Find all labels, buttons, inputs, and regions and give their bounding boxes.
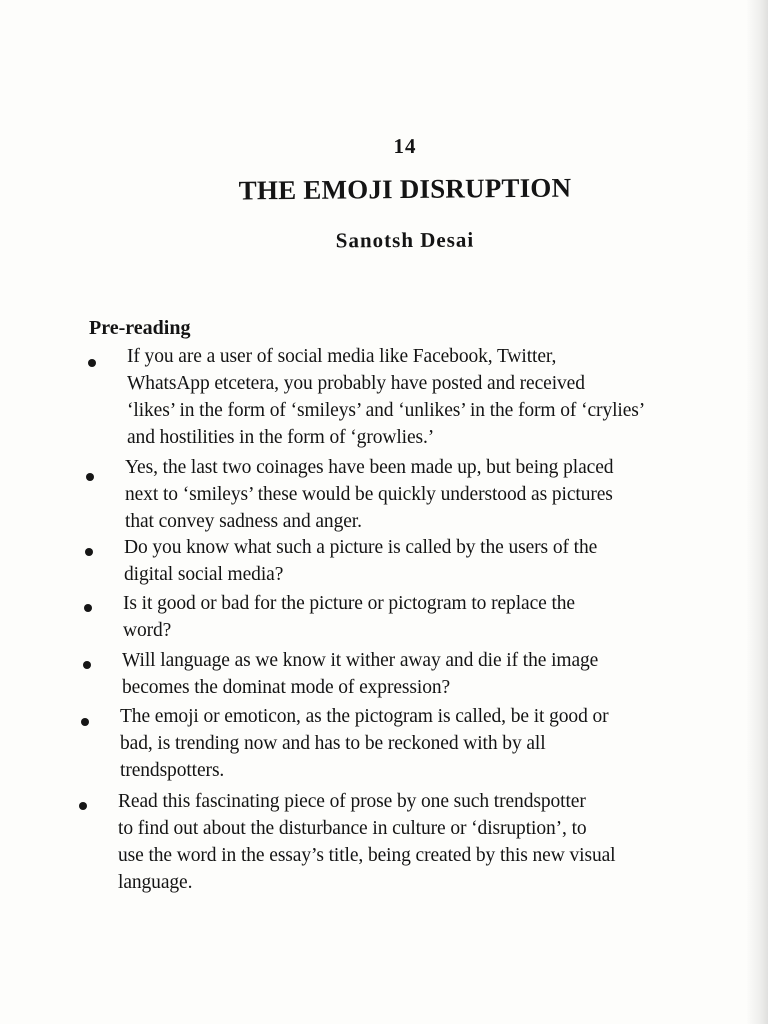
text-line: bad, is trending now and has to be reckoned with by all (120, 733, 546, 754)
text-line: Do you know what such a picture is called by the users of the (124, 537, 598, 558)
text-line: If you are a user of social media like Facebook, Twitter, (127, 346, 557, 367)
list-item-text (122, 647, 712, 701)
list-item-text (118, 788, 708, 896)
list-item-text (127, 343, 717, 451)
text-line: and hostilities in the form of ‘growlies.’ (127, 427, 435, 448)
list-item-text (123, 590, 713, 644)
bullet-icon (83, 661, 91, 669)
author-name: Sanotsh Desai (335, 227, 475, 253)
text-line: use the word in the essay’s title, being created by this new visual (118, 845, 616, 866)
bullet-icon (79, 802, 87, 810)
text-line: ‘likes’ in the form of ‘smileys’ and ‘unlikes’ in the form of ‘crylies’ (127, 400, 646, 421)
text-line: Will language as we know it wither away and die if the image (122, 650, 599, 671)
text-line: that convey sadness and anger. (125, 511, 362, 532)
text-line: to find out about the disturbance in culture or ‘disruption’, to (118, 818, 587, 839)
bullet-icon (84, 604, 92, 612)
text-line: word? (123, 620, 172, 641)
chapter-title: THE EMOJI DISRUPTION (238, 172, 572, 206)
bullet-icon (81, 718, 89, 726)
bullet-icon (86, 473, 94, 481)
text-line: digital social media? (124, 564, 284, 585)
list-item-text (124, 534, 714, 588)
text-line: Is it good or bad for the picture or pictogram to replace the (123, 593, 575, 614)
list-item-text (125, 454, 715, 535)
text-line: next to ‘smileys’ these would be quickly understood as pictures (125, 484, 613, 505)
bullet-icon (85, 548, 93, 556)
text-line: WhatsApp etcetera, you probably have posted and received (127, 373, 585, 394)
text-line: language. (118, 872, 193, 893)
text-line: becomes the dominat mode of expression? (122, 677, 451, 698)
list-item-text (120, 703, 710, 784)
text-line: Read this fascinating piece of prose by one such trendspotter (118, 791, 586, 812)
chapter-number: 14 (393, 133, 417, 159)
text-line: The emoji or emoticon, as the pictogram is called, be it good or (120, 706, 609, 727)
section-heading: Pre-reading (89, 317, 191, 339)
bullet-icon (88, 359, 96, 367)
text-line: trendspotters. (120, 760, 225, 781)
text-line: Yes, the last two coinages have been made up, but being placed (125, 457, 614, 478)
